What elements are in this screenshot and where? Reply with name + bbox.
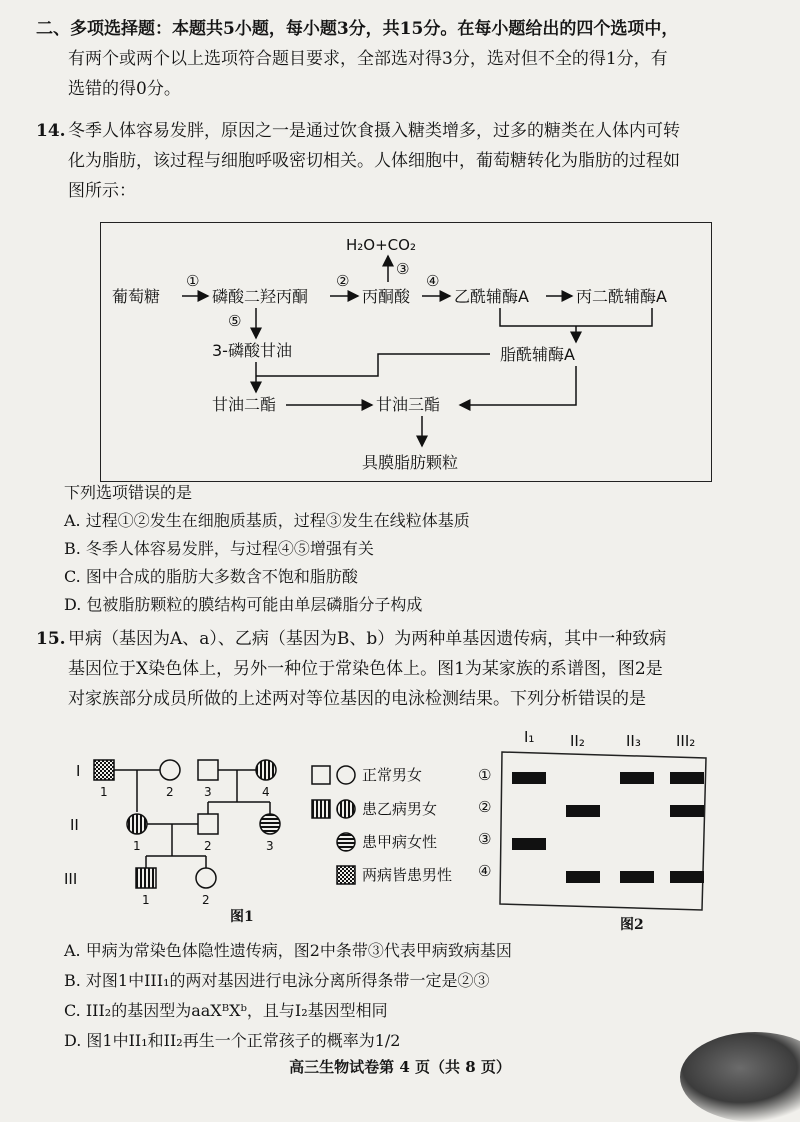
row-3-label: ③: [478, 830, 492, 848]
I1-affected-both-male: [94, 760, 114, 780]
pyruvate-label: 丙酮酸: [362, 287, 411, 306]
lipid-particle-label: 具膜脂肪颗粒: [362, 453, 459, 472]
band-row1-col1: [512, 772, 546, 784]
q15-option-c: C. III₂的基因型为aaXᴮXᵇ，且与I₂基因型相同: [64, 1001, 388, 1020]
II2-number: 2: [204, 839, 212, 853]
q14-stem-line1: 冬季人体容易发胖，原因之一是通过饮食摄入糖类增多，过多的糖类在人体内可转: [68, 121, 680, 141]
row-4-label: ④: [478, 862, 492, 880]
step4-label: ④: [426, 272, 440, 290]
band-row1-col3: [620, 772, 654, 784]
line-fatty-acyl-to-tag: [460, 366, 576, 405]
dag-label: 甘油二酯: [212, 395, 277, 414]
col-II3-label: II₃: [626, 732, 641, 750]
bracket-to-fatty-acyl: [500, 308, 652, 326]
fig2-caption: 图2: [620, 917, 644, 933]
legend-both-label: 两病皆患男性: [362, 866, 453, 884]
acetyl-coa-label: 乙酰辅酶A: [454, 287, 529, 306]
section-heading-line3: 选错的得0分。: [68, 79, 181, 99]
I2-number: 2: [166, 785, 174, 799]
legend-normal-male-icon: [312, 766, 330, 784]
legend-b-label: 患乙病男女: [362, 800, 438, 818]
II1-number: 1: [133, 839, 141, 853]
I4-number: 4: [262, 785, 270, 799]
q14-option-d: D. 包被脂肪颗粒的膜结构可能由单层磷脂分子构成: [64, 595, 423, 614]
III1-number: 1: [142, 893, 150, 907]
II3-number: 3: [266, 839, 274, 853]
gen-I-label: I: [76, 762, 81, 780]
fig1-caption: 图1: [230, 909, 254, 925]
g3p-label: 3-磷酸甘油: [212, 341, 292, 360]
III2-number: 2: [202, 893, 210, 907]
glucose-label: 葡萄糖: [112, 287, 161, 306]
q14-number: 14.: [36, 121, 66, 141]
col-I1-label: I₁: [524, 728, 535, 746]
section-heading-line2: 有两个或两个以上选项符合题目要求，全部选对得3分，选对但不全的得1分，有: [68, 49, 668, 69]
col-II2-label: II₂: [570, 732, 585, 750]
legend-a-label: 患甲病女性: [362, 833, 438, 851]
II1-affected-b-female: [127, 814, 147, 834]
band-row2-col2: [566, 805, 600, 817]
step2-label: ②: [336, 272, 350, 290]
band-row3-col1: [512, 838, 546, 850]
legend-a-female-icon: [337, 833, 355, 851]
step1-label: ①: [186, 272, 200, 290]
malonyl-coa-label: 丙二酰辅酶A: [576, 287, 667, 306]
I1-number: 1: [100, 785, 108, 799]
dhap-label: 磷酸二羟丙酮: [212, 287, 309, 306]
q15-stem-line3: 对家族部分成员所做的上述两对等位基因的电泳检测结果。下列分析错误的是: [68, 689, 646, 709]
thumb-smudge: [680, 1032, 800, 1122]
q15-electrophoresis-figure: [470, 724, 720, 914]
q15-number: 15.: [36, 629, 66, 649]
row-2-label: ②: [478, 798, 492, 816]
band-row4-col3: [620, 871, 654, 883]
q14-ask: 下列选项错误的是: [64, 483, 193, 502]
band-row4-col4: [670, 871, 704, 883]
gen-III-label: III: [64, 870, 78, 888]
q14-option-c: C. 图中合成的脂肪大多数含不饱和脂肪酸: [64, 567, 358, 586]
I3-normal-male: [198, 760, 218, 780]
col-III2-label: III₂: [676, 732, 696, 750]
I4-affected-b-female: [256, 760, 276, 780]
q15-pedigree-figure: [60, 750, 490, 930]
step5-label: ⑤: [228, 312, 242, 330]
q14-option-a: A. 过程①②发生在细胞质基质，过程③发生在线粒体基质: [64, 511, 470, 530]
band-row1-col4: [670, 772, 704, 784]
tag-label: 甘油三酯: [376, 395, 441, 414]
II3-affected-a-female: [260, 814, 280, 834]
gen-II-label: II: [70, 816, 79, 834]
legend-b-male-icon: [312, 800, 330, 818]
q15-option-d: D. 图1中II₁和II₂再生一个正常孩子的概率为1/2: [64, 1031, 401, 1050]
legend-normal-label: 正常男女: [362, 766, 423, 784]
q15-option-b: B. 对图1中III₁的两对基因进行电泳分离所得条带一定是②③: [64, 971, 490, 990]
band-row2-col4: [670, 805, 704, 817]
page-footer: 高三生物试卷第 4 页（共 8 页）: [289, 1058, 511, 1076]
q15-stem-line2: 基因位于X染色体上，另外一种位于常染色体上。图1为某家族的系谱图，图2是: [68, 659, 663, 679]
legend-normal-female-icon: [337, 766, 355, 784]
legend-both-male-icon: [337, 866, 355, 884]
row-1-label: ①: [478, 766, 492, 784]
q14-stem-line2: 化为脂肪，该过程与细胞呼吸密切相关。人体细胞中，葡萄糖转化为脂肪的过程如: [68, 151, 680, 171]
I2-normal-female: [160, 760, 180, 780]
I3-number: 3: [204, 785, 212, 799]
h2o-co2-label: H₂O+CO₂: [346, 236, 416, 254]
III1-affected-b-male: [136, 868, 156, 888]
section-heading-line1: 二、多项选择题：本题共5小题，每小题3分，共15分。在每小题给出的四个选项中，: [36, 19, 679, 39]
legend-b-female-icon: [337, 800, 355, 818]
q14-stem-line3: 图所示：: [68, 181, 136, 201]
q14-pathway-diagram: [100, 222, 712, 482]
band-row4-col2: [566, 871, 600, 883]
step3-label: ③: [396, 260, 410, 278]
III2-normal-female: [196, 868, 216, 888]
fatty-acyl-coa-label: 脂酰辅酶A: [500, 345, 575, 364]
q15-option-a: A. 甲病为常染色体隐性遗传病，图2中条带③代表甲病致病基因: [64, 941, 512, 960]
II2-normal-male: [198, 814, 218, 834]
q14-option-b: B. 冬季人体容易发胖，与过程④⑤增强有关: [64, 539, 374, 558]
gel-bands: [512, 772, 704, 883]
q15-stem-line1: 甲病（基因为A、a）、乙病（基因为B、b）为两种单基因遗传病，其中一种致病: [68, 629, 667, 649]
